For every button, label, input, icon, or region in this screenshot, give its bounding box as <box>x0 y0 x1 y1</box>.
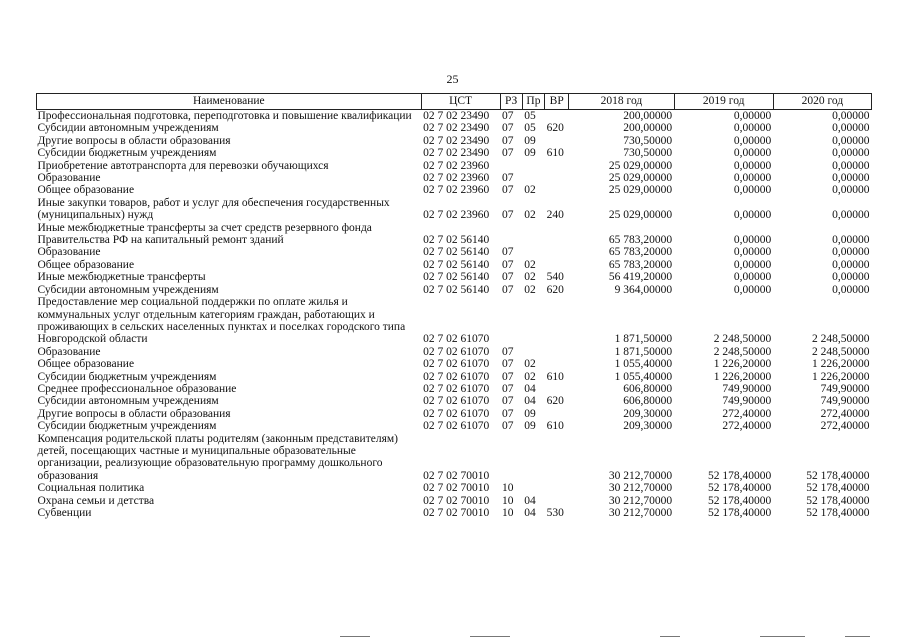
row-vr <box>545 184 569 196</box>
row-vr: 540 <box>546 271 564 284</box>
row-rz: 07 <box>502 358 514 371</box>
row-rz: 07 <box>502 134 514 147</box>
row-name: Субсидии автономным учреждениям <box>37 122 219 135</box>
table-row <box>37 284 872 296</box>
row-value-2020: 52 178,40000 <box>806 507 870 519</box>
row-name: Общее образование <box>37 358 135 371</box>
row-cst: 02 7 02 61070 <box>423 382 490 395</box>
row-pr: 04 <box>524 382 536 395</box>
row-cst: 02 7 02 23490 <box>423 134 490 147</box>
row-cst: 02 7 02 23490 <box>423 122 490 135</box>
row-cst: 02 7 02 23960 <box>423 209 490 222</box>
row-rz: 07 <box>502 258 514 271</box>
row-rz: 07 <box>502 110 514 122</box>
table-row <box>37 147 872 159</box>
row-value-2020: 52 178,40000 <box>806 482 870 495</box>
row-vr <box>545 246 569 258</box>
row-value-2020: 0,00000 <box>832 283 870 296</box>
row-vr: 610 <box>546 370 564 383</box>
row-cst: 02 7 02 56140 <box>423 258 490 271</box>
table-row <box>37 358 872 370</box>
row-value-2018: 30 212,70000 <box>608 482 673 495</box>
row-name: Образование <box>37 172 101 185</box>
table-row <box>37 184 872 196</box>
row-value-2020: 52 178,40000 <box>806 494 870 507</box>
row-vr <box>545 172 569 184</box>
row-rz: 07 <box>502 407 514 420</box>
row-value-2018: 25 029,00000 <box>608 172 673 185</box>
row-name: Иные межбюджетные трансферты за счет средств резервного фонда Правительства РФ на капитальный ремонт зданий <box>37 221 372 247</box>
row-cst: 02 7 02 61070 <box>423 370 490 383</box>
row-value-2020: 749,90000 <box>820 382 870 395</box>
header-cst: ЦСТ <box>421 94 500 110</box>
row-value-2018: 606,80000 <box>623 395 673 408</box>
row-value-2019: 2 248,50000 <box>713 345 772 358</box>
row-vr <box>545 346 569 358</box>
row-pr <box>522 222 544 247</box>
row-cst: 02 7 02 56140 <box>423 271 490 284</box>
row-cst: 02 7 02 23960 <box>423 172 490 185</box>
row-value-2020: 749,90000 <box>820 395 870 408</box>
row-value-2018: 65 783,20000 <box>608 258 673 271</box>
row-rz: 07 <box>502 122 514 135</box>
row-rz: 07 <box>502 184 514 197</box>
table-header-row <box>37 94 872 110</box>
row-name: Субсидии автономным учреждениям <box>37 395 219 408</box>
row-pr: 02 <box>524 258 536 271</box>
row-value-2019: 52 178,40000 <box>708 469 772 482</box>
row-vr: 610 <box>546 420 564 433</box>
scan-artifacts <box>0 628 905 640</box>
row-value-2020: 0,00000 <box>832 271 870 284</box>
row-name: Образование <box>37 246 101 259</box>
row-cst: 02 7 02 70010 <box>423 482 490 495</box>
row-rz <box>500 160 522 172</box>
row-pr: 05 <box>524 110 536 122</box>
table-row <box>37 395 872 407</box>
row-value-2019: 749,90000 <box>722 382 772 395</box>
row-value-2018: 30 212,70000 <box>608 507 673 519</box>
row-rz: 07 <box>502 283 514 296</box>
row-pr <box>522 160 544 172</box>
page-number: 25 <box>446 72 459 86</box>
row-rz: 07 <box>502 345 514 358</box>
row-name: Другие вопросы в области образования <box>37 407 231 420</box>
row-pr: 09 <box>524 407 536 420</box>
row-value-2018: 65 783,20000 <box>608 234 673 247</box>
row-value-2018: 209,30000 <box>623 420 673 433</box>
row-cst: 02 7 02 61070 <box>423 395 490 408</box>
row-value-2019: 0,00000 <box>733 110 772 122</box>
row-rz <box>500 433 522 483</box>
row-value-2018: 730,50000 <box>623 134 673 147</box>
row-vr: 620 <box>546 122 564 135</box>
table-body <box>37 110 872 520</box>
header-name: Наименование <box>37 94 422 110</box>
table-row <box>37 222 872 247</box>
table-row <box>37 383 872 395</box>
row-cst: 02 7 02 23960 <box>423 159 490 172</box>
row-value-2020: 0,00000 <box>832 159 870 172</box>
row-value-2019: 0,00000 <box>733 172 772 185</box>
row-value-2020: 52 178,40000 <box>806 469 870 482</box>
row-pr: 02 <box>524 271 536 284</box>
row-value-2020: 0,00000 <box>832 258 870 271</box>
row-value-2019: 2 248,50000 <box>713 333 772 346</box>
row-vr: 240 <box>546 209 564 222</box>
row-pr: 05 <box>524 122 536 135</box>
row-value-2020: 0,00000 <box>832 209 870 222</box>
row-cst: 02 7 02 61070 <box>423 420 490 433</box>
row-value-2019: 52 178,40000 <box>708 482 772 495</box>
table-row <box>37 507 872 519</box>
row-cst: 02 7 02 70010 <box>423 494 490 507</box>
row-name: Общее образование <box>37 258 135 271</box>
row-cst: 02 7 02 70010 <box>423 469 490 482</box>
row-pr: 09 <box>524 134 536 147</box>
table-row <box>37 259 872 271</box>
row-name: Общее образование <box>37 184 135 197</box>
row-rz <box>500 222 522 247</box>
row-vr <box>545 482 569 494</box>
row-value-2019: 0,00000 <box>733 147 772 160</box>
row-name: Другие вопросы в области образования <box>37 134 231 147</box>
row-pr <box>522 296 544 346</box>
row-name: Среднее профессиональное образование <box>37 382 237 395</box>
row-value-2019: 0,00000 <box>733 258 772 271</box>
row-value-2019: 0,00000 <box>733 159 772 172</box>
row-value-2018: 25 029,00000 <box>608 159 673 172</box>
row-vr <box>545 495 569 507</box>
row-vr <box>545 222 569 247</box>
table-row <box>37 160 872 172</box>
row-cst: 02 7 02 61070 <box>423 345 490 358</box>
row-value-2018: 730,50000 <box>623 147 673 160</box>
row-value-2020: 0,00000 <box>832 134 870 147</box>
row-value-2018: 200,00000 <box>623 110 673 122</box>
row-value-2020: 0,00000 <box>832 234 870 247</box>
row-name: Предоставление мер социальной поддержки по оплате жилья и коммунальных услуг отдельным категориям граждан, работающих и проживающих в сельских населенных пунктах и поселках городского типа Новгородской области <box>37 296 406 346</box>
row-value-2018: 30 212,70000 <box>608 494 673 507</box>
row-value-2018: 30 212,70000 <box>608 469 673 482</box>
row-pr: 04 <box>524 395 536 408</box>
row-name: Иные закупки товаров, работ и услуг для обеспечения государственных (муниципальных) нужд <box>37 196 390 222</box>
row-value-2020: 2 248,50000 <box>812 345 870 358</box>
budget-table <box>36 93 872 519</box>
row-cst: 02 7 02 23960 <box>423 184 490 197</box>
row-vr <box>545 433 569 483</box>
row-vr <box>545 135 569 147</box>
row-rz <box>500 296 522 346</box>
table-row <box>37 420 872 432</box>
table-row <box>37 122 872 134</box>
row-pr: 09 <box>524 420 536 433</box>
row-pr: 02 <box>524 358 536 371</box>
row-value-2018: 1 055,40000 <box>614 358 673 371</box>
row-value-2019: 0,00000 <box>733 246 772 259</box>
row-vr <box>545 408 569 420</box>
table-row <box>37 271 872 283</box>
row-value-2018: 56 419,20000 <box>608 271 673 284</box>
row-cst: 02 7 02 61070 <box>423 333 490 346</box>
row-cst: 02 7 02 56140 <box>423 283 490 296</box>
row-value-2018: 200,00000 <box>623 122 673 135</box>
row-cst: 02 7 02 61070 <box>423 407 490 420</box>
row-pr <box>522 346 544 358</box>
row-vr <box>545 160 569 172</box>
row-name: Компенсация родительской платы родителям (законным представителям) детей, посещающих частные и муниципальные образовательные организации, реализующие образовательную программу дошкольного образования <box>37 432 398 482</box>
row-name: Образование <box>37 345 101 358</box>
row-pr <box>522 433 544 483</box>
header-year-2019: 2019 год <box>674 94 773 110</box>
row-value-2018: 209,30000 <box>623 407 673 420</box>
row-rz: 07 <box>502 209 514 222</box>
row-pr: 04 <box>524 494 536 507</box>
row-cst: 02 7 02 61070 <box>423 358 490 371</box>
table-row <box>37 110 872 123</box>
row-pr: 02 <box>524 209 536 222</box>
header-year-2018: 2018 год <box>569 94 674 110</box>
row-value-2019: 0,00000 <box>733 134 772 147</box>
row-value-2020: 272,40000 <box>820 407 870 420</box>
table-row <box>37 172 872 184</box>
table-row <box>37 371 872 383</box>
row-value-2019: 0,00000 <box>733 184 772 197</box>
row-value-2020: 0,00000 <box>832 110 870 122</box>
row-vr: 530 <box>546 507 564 519</box>
row-vr <box>545 259 569 271</box>
row-cst: 02 7 02 56140 <box>423 246 490 259</box>
row-rz: 10 <box>502 494 514 507</box>
row-pr: 04 <box>524 507 536 519</box>
row-vr: 620 <box>546 395 564 408</box>
row-cst: 02 7 02 70010 <box>423 507 490 519</box>
table-row <box>37 135 872 147</box>
row-name: Социальная политика <box>37 482 145 495</box>
row-name: Охрана семьи и детства <box>37 494 155 507</box>
row-value-2019: 52 178,40000 <box>708 494 772 507</box>
row-rz: 07 <box>502 420 514 433</box>
row-value-2018: 25 029,00000 <box>608 184 673 197</box>
row-value-2019: 749,90000 <box>722 395 772 408</box>
table-row <box>37 296 872 346</box>
row-rz: 10 <box>502 507 514 519</box>
table-row <box>37 246 872 258</box>
row-value-2018: 1 871,50000 <box>614 333 673 346</box>
row-pr <box>522 246 544 258</box>
row-pr <box>522 172 544 184</box>
row-value-2020: 272,40000 <box>820 420 870 433</box>
row-value-2019: 0,00000 <box>733 122 772 135</box>
row-value-2020: 1 226,20000 <box>812 358 870 371</box>
row-name: Субсидии бюджетным учреждениям <box>37 420 217 433</box>
row-value-2019: 272,40000 <box>722 407 772 420</box>
row-value-2020: 0,00000 <box>832 246 870 259</box>
row-rz: 10 <box>502 482 514 495</box>
header-pr: Пр <box>522 94 544 110</box>
row-value-2020: 0,00000 <box>832 122 870 135</box>
row-value-2019: 0,00000 <box>733 271 772 284</box>
header-rz: РЗ <box>500 94 522 110</box>
row-value-2019: 52 178,40000 <box>708 507 772 519</box>
table-row <box>37 346 872 358</box>
row-value-2018: 65 783,20000 <box>608 246 673 259</box>
header-year-2020: 2020 год <box>773 94 871 110</box>
row-pr: 02 <box>524 283 536 296</box>
table-row <box>37 495 872 507</box>
row-rz: 07 <box>502 395 514 408</box>
row-value-2018: 1 055,40000 <box>614 370 673 383</box>
row-value-2020: 2 248,50000 <box>812 333 870 346</box>
table-row <box>37 408 872 420</box>
row-name: Субвенции <box>37 507 92 519</box>
row-pr: 02 <box>524 184 536 197</box>
row-value-2018: 9 364,00000 <box>614 283 673 296</box>
row-cst: 02 7 02 56140 <box>423 234 490 247</box>
header-vr: ВР <box>545 94 569 110</box>
row-value-2018: 606,80000 <box>623 382 673 395</box>
row-rz: 07 <box>502 246 514 259</box>
table-row <box>37 482 872 494</box>
row-value-2019: 0,00000 <box>733 234 772 247</box>
row-name: Профессиональная подготовка, переподготовка и повышение квалификации <box>37 110 412 122</box>
row-vr <box>545 110 569 123</box>
row-pr: 09 <box>524 147 536 160</box>
row-vr: 610 <box>546 147 564 160</box>
row-cst: 02 7 02 23490 <box>423 147 490 160</box>
row-name: Субсидии автономным учреждениям <box>37 283 219 296</box>
row-name: Субсидии бюджетным учреждениям <box>37 370 217 383</box>
table-row <box>37 197 872 222</box>
table-row <box>37 433 872 483</box>
row-value-2018: 1 871,50000 <box>614 345 673 358</box>
row-pr <box>522 482 544 494</box>
row-rz: 07 <box>502 147 514 160</box>
row-rz: 07 <box>502 382 514 395</box>
row-rz: 07 <box>502 271 514 284</box>
row-vr <box>545 358 569 370</box>
row-name: Субсидии бюджетным учреждениям <box>37 147 217 160</box>
row-vr <box>545 296 569 346</box>
row-cst: 02 7 02 23490 <box>423 110 490 122</box>
row-pr: 02 <box>524 370 536 383</box>
row-vr: 620 <box>546 283 564 296</box>
row-value-2019: 0,00000 <box>733 283 772 296</box>
row-value-2020: 0,00000 <box>832 172 870 185</box>
row-value-2018: 25 029,00000 <box>608 209 673 222</box>
row-name: Иные межбюджетные трансферты <box>37 271 206 284</box>
row-value-2020: 0,00000 <box>832 147 870 160</box>
row-vr <box>545 383 569 395</box>
row-value-2020: 0,00000 <box>832 184 870 197</box>
row-rz: 07 <box>502 172 514 185</box>
row-value-2019: 1 226,20000 <box>713 370 772 383</box>
row-value-2019: 1 226,20000 <box>713 358 772 371</box>
row-value-2020: 1 226,20000 <box>812 370 870 383</box>
row-value-2019: 272,40000 <box>722 420 772 433</box>
row-rz: 07 <box>502 370 514 383</box>
row-name: Приобретение автотранспорта для перевозки обучающихся <box>37 159 329 172</box>
row-value-2019: 0,00000 <box>733 209 772 222</box>
